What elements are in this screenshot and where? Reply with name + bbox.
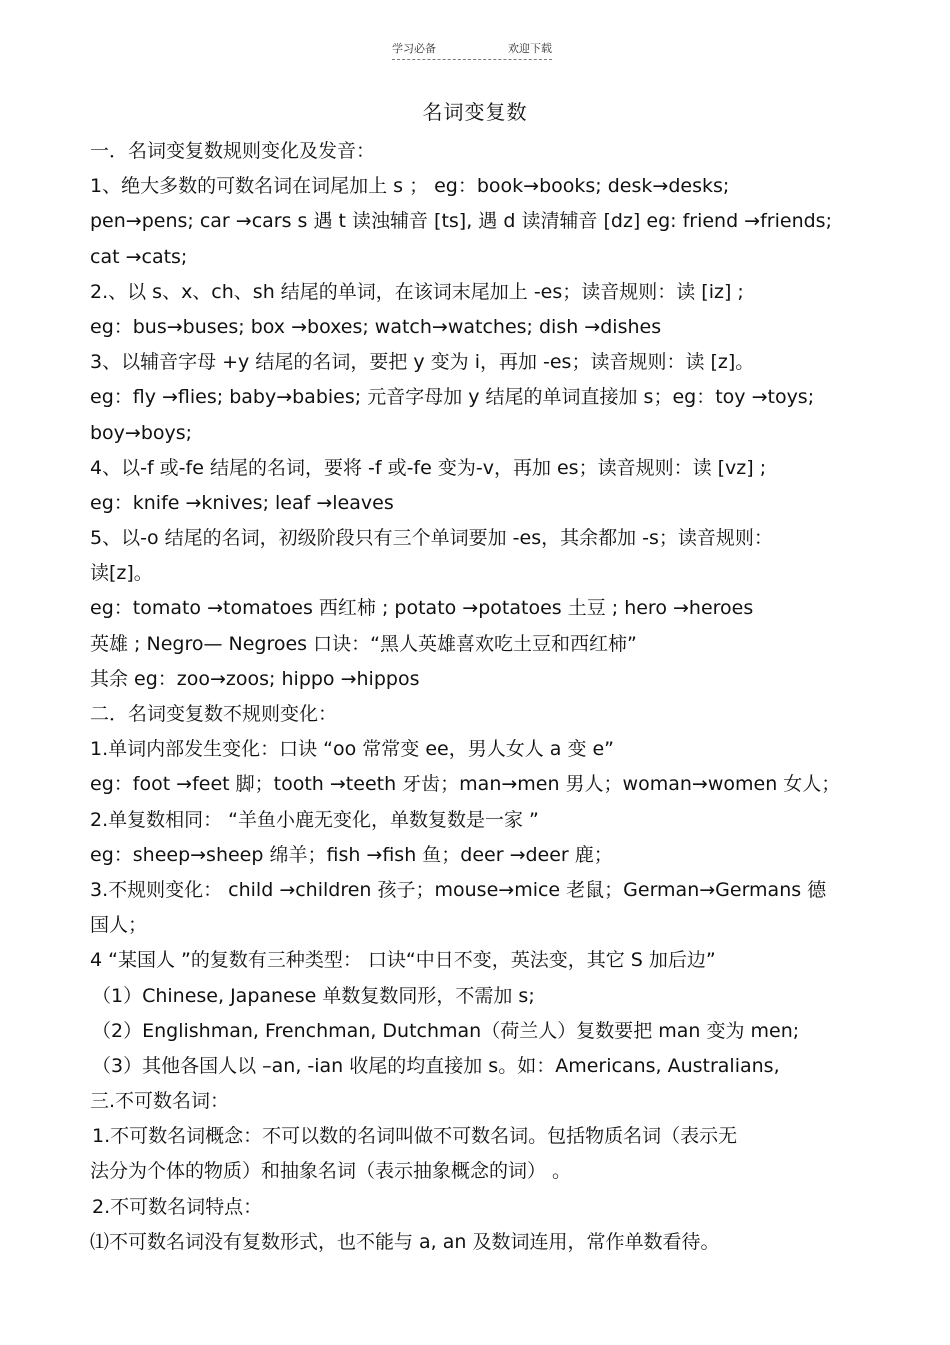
irregular-rule-1-example: eg：foot →feet 脚；tooth →teeth 牙齿；man→men 男人；woman→women 女人； bbox=[90, 773, 841, 796]
irregular-rule-2-example: eg：sheep→sheep 绵羊；fish →fish 鱼；deer →deer 鹿； bbox=[90, 843, 613, 866]
page-header bbox=[392, 40, 552, 60]
nationality-type-2: （2）Englishman, Frenchman, Dutchman（荷兰人）复数要把 man 变为 men; bbox=[92, 1019, 800, 1042]
document-body bbox=[90, 134, 890, 1260]
rule-1-line-2: pen→pens; car →cars s 遇 t 读浊辅音 [ts], 遇 d 读清辅音 [dz] eg: friend →friends; bbox=[90, 210, 832, 233]
irregular-rule-4: 4 “某国人 ”的复数有三种类型： 口诀“中日不变，英法变，其它 S 加后边” bbox=[90, 949, 716, 972]
uncountable-concept-line-1: 1.不可数名词概念：不可以数的名词叫做不可数名词。包括物质名词（表示无 bbox=[92, 1125, 738, 1148]
rule-2-example: eg：bus→buses; box →boxes; watch→watches; dish →dishes bbox=[90, 315, 662, 338]
uncountable-features-heading: 2.不可数名词特点： bbox=[92, 1195, 263, 1218]
rule-5-other-example: 其余 eg：zoo→zoos; hippo →hippos bbox=[90, 667, 420, 690]
rule-1-line-1: 1、绝大多数的可数名词在词尾加上 s ； eg：book→books; desk→desks; bbox=[90, 175, 730, 198]
irregular-rule-3: 3.不规则变化： child →children 孩子；mouse→mice 老鼠；German→Germans 德 bbox=[90, 878, 827, 901]
rule-4-example: eg：knife →knives; leaf →leaves bbox=[90, 491, 394, 514]
rule-5-mnemonic: 英雄 ; Negro— Negroes 口诀：“黑人英雄喜欢吃土豆和西红柿” bbox=[90, 632, 637, 655]
rule-5-line-2: 读[z]。 bbox=[90, 562, 153, 585]
rule-2-line-1: 2.、以 s、x、ch、sh 结尾的单词，在该词末尾加上 -es；读音规则：读 [iz] ; bbox=[90, 280, 744, 303]
irregular-rule-2: 2.单复数相同： “羊鱼小鹿无变化，单数复数是一家 ” bbox=[90, 808, 539, 831]
irregular-rule-3-cont: 国人； bbox=[90, 914, 148, 937]
nationality-type-1: （1）Chinese, Japanese 单数复数同形，不需加 s; bbox=[92, 984, 535, 1007]
rule-1-line-3: cat →cats; bbox=[90, 245, 188, 268]
rule-4-line-1: 4、以-f 或-fe 结尾的名词，要将 -f 或-fe 变为-v，再加 es；读音规则：读 [vz] ; bbox=[90, 456, 767, 479]
rule-5-example: eg：tomato →tomatoes 西红柿 ; potato →potatoes 土豆 ; hero →heroes bbox=[90, 597, 754, 620]
header-right-text: 欢迎下载 bbox=[508, 42, 552, 55]
header-left-text: 学习必备 bbox=[392, 42, 436, 55]
uncountable-feature-1: ⑴不可数名词没有复数形式，也不能与 a, an 及数词连用，常作单数看待。 bbox=[90, 1230, 720, 1253]
section-heading-irregular-plural: 二．名词变复数不规则变化： bbox=[90, 703, 338, 725]
section-heading-regular-plural: 一．名词变复数规则变化及发音： bbox=[90, 140, 376, 162]
section-heading-uncountable: 三.不可数名词： bbox=[90, 1090, 230, 1113]
irregular-rule-1: 1.单词内部发生变化：口诀 “oo 常常变 ee，男人女人 a 变 e” bbox=[90, 738, 615, 761]
nationality-type-3: （3）其他各国人以 –an, -ian 收尾的均直接加 s。如：Americans, Australians, bbox=[92, 1054, 780, 1077]
rule-5-line-1: 5、以-o 结尾的名词，初级阶段只有三个单词要加 -es，其余都加 -s；读音规则： bbox=[90, 527, 773, 550]
rule-3-example: eg：fly →flies; baby→babies; 元音字母加 y 结尾的单词直接加 s；eg：toy →toys; bbox=[90, 386, 815, 409]
document-title: 名词变复数 bbox=[422, 100, 528, 124]
rule-3-line-1: 3、以辅音字母 +y 结尾的名词，要把 y 变为 i，再加 -es；读音规则：读 [z]。 bbox=[90, 351, 755, 374]
uncountable-concept-line-2: 法分为个体的物质）和抽象名词（表示抽象概念的词） 。 bbox=[90, 1160, 572, 1183]
rule-3-example-cont: boy→boys; bbox=[90, 421, 193, 444]
